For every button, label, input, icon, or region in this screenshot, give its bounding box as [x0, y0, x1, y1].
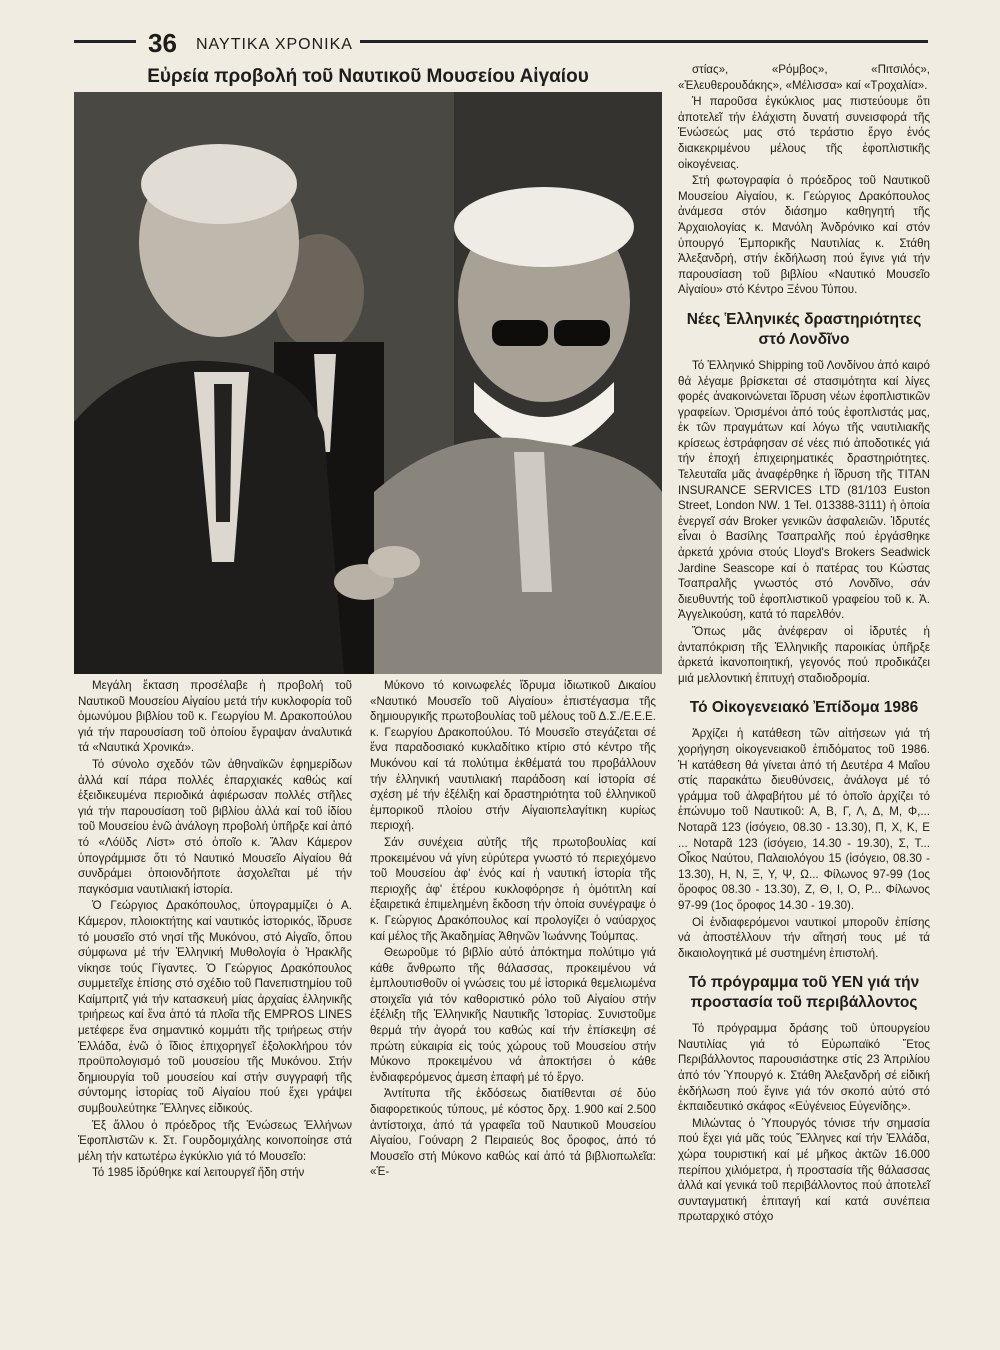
photo-caption: Στή φωτογραφία ὁ πρόεδρος τοῦ Ναυτικοῦ Μουσείου Αἰγαίου, κ. Γεώργιος Δρακόπουλος ἀνάμεσα στόν διάσημο καθηγητή τῆς Ἀρχαιολογίας κ. Μανόλη Ἀνδρόνικο καί στόν ὑπουργό Ἐμπορικῆς Ναυτιλίας κ. Στάθη Ἀλεξανδρή, στήν ἐκδήλωση πού ἔγινε γιά τήν παρουσίαση τοῦ βιβλίου «Ναυτικό Μουσεῖο Αἰγαίου» στό Κέντρο Ξένου Τύπου. — [678, 174, 930, 297]
magazine-title: ΝΑΥΤΙΚΑ ΧΡΟΝΙΚΑ — [196, 36, 353, 53]
paragraph: Τό σύνολο σχεδόν τῶν ἀθηναϊκῶν ἐφημερίδων ἀλλά καί πάρα πολλές ἐπαρχιακές καθώς καί ἐξειδικευμένα περιοδικά ἀφιέρωσαν πολλές στῆλες γιά τήν παρουσίαση τοῦ βιβλίου ἀλλά καί τοῦ ἰδίου τοῦ Μουσείου ἐνῶ ἀνάλογη προβολή ὑπῆρξε καί ἀπό τό «Λόϋδς Λίστ» στό ὁποῖο κ. Ἄλαν Κάμερον ὑπογράμμισε ὅτι τό Ναυτικό Μουσεῖο Αἰγαίου θά συνδράμει ὁποιονδήποτε ἀσχολεῖται μέ τήν παγκόσμια ναυτιλιακή ἱστορία. — [78, 757, 352, 896]
paragraph: Ὅπως μᾶς ἀνέφεραν οἱ ἱδρυτές ἡ ἀνταπόκριση τῆς Ἑλληνικῆς παροικίας ὑπῆρξε ἀρκετά ἱκανοποιητική, γεγονός πού προδικάζει μιά μελλοντική ἐπιτυχή σταδιοδρομία. — [678, 625, 930, 685]
paragraph: Ἀρχίζει ἡ κατάθεση τῶν αἰτήσεων γιά τή χορήγηση οἰκογενειακοῦ ἐπιδόματος τοῦ 1986. Ἡ κατάθεση θά γίνεται ἀπό τή Δευτέρα 4 Μαΐου στίς παρακάτω διευθύνσεις, ἀνάλογα μέ τό γράμμα τοῦ ἀλφαβήτου μέ τό ὁποῖο ἀρχίζει τό ἐπώνυμο τοῦ Ναυτικοῦ: Α, Β, Γ, Λ, Δ, Μ, Φ,... Νοταρᾶ 123 (ἰσόγειο, 08.30 - 13.30), Π, Χ, Κ, Ε ... Νοταρᾶ 123 (ἰσόγειο, 14.30 - 19.30), Σ, Τ... Οἶκος Ναύτου, Παλαιολόγου 15 (ἰσόγειο, 08.30 - 13.30), Η, Ν, Ξ, Υ, Ψ, Ω... Φίλωνος 97-99 (1ος ὄροφος 08.30 - 13.30), Ζ, Θ, Ι, Ο, Ρ... Φίλωνος 97-99 (1ος ὄροφος 14.30 - 19.30). — [678, 727, 930, 912]
paragraph: Ἀντίτυπα τῆς ἐκδόσεως διατίθενται σέ δύο διαφορετικούς τύπους, μέ κόστος δρχ. 1.900 καί 2.500 ἀντίστοιχα, ἀπό τά γραφεῖα τοῦ Ναυτικοῦ Μουσείου Αἰγαίου, Γούναρη 2 Πειραιεύς 8ος ὄροφος, ἀπό τό Μουσεῖο στή Μύκονο καθώς καί ἀπό τά βιβλιοπωλεῖα: «Ἑ- — [370, 1087, 656, 1179]
paragraph: Οἱ ἐνδιαφερόμενοι ναυτικοί μποροῦν ἐπίσης νά ἀποστέλλουν τήν αἴτησή τους μέ τά δικαιολογητικά μέ συστημένη ἐπιστολή. — [678, 915, 930, 960]
paragraph: στίας», «Ρόμβος», «Πιτσιλός», «Ἐλευθερουδάκης», «Μέλισσα» καί «Τροχαλία». — [678, 63, 930, 92]
paragraph: Μεγάλη ἔκταση προσέλαβε ἡ προβολή τοῦ Ναυτικοῦ Μουσείου Αἰγαίου μετά τήν κυκλοφορία τοῦ ὁμωνύμου βιβλίου τοῦ κ. Γεωργίου Μ. Δρακοπούλου γιά τήν παρουσίαση τοῦ ὁποίου ἔγραψαν ἀναλυτικά τά «Ναυτικά Χρονικά». — [78, 679, 352, 755]
paragraph: Μιλώντας ὁ Ὑπουργός τόνισε τήν σημασία πού ἔχει γιά μᾶς τούς Ἕλληνες καί τήν Ἑλλάδα, χώρα τουριστική καί μέ μῆκος ἀκτῶν 16.000 περίπου χιλιόμετρα, ἡ προστασία τῆς θάλασσας ἀλλά καί γενικά τοῦ περιβάλλοντος πού ἀποτελεῖ συνταγματική ἐπιταγή καί κατά συνέπεια πρωταρχικό στόχο — [678, 1116, 930, 1224]
photo-two-men-conversing — [74, 92, 662, 674]
page-number: 36 — [148, 28, 177, 58]
paragraph: Θεωροῦμε τό βιβλίο αὐτό ἀπόκτημα πολύτιμο γιά κάθε ἄνθρωπο τῆς θάλασσας, προκειμένου νά ἐμπλουτισθοῦν οἱ γνώσεις του μέ ἱστορικά θεμελιωμένα στοιχεῖα γιά τόν καθοριστικό ρόλο τοῦ Αἰγαίου στήν ἐξέλιξη τῆς Ἑλληνικῆς Ναυτικῆς Ἱστορίας. Συνιστοῦμε θερμά τήν ἀγορά του καθώς καί τήν ἐπίσκεψη σέ πρώτη εὐκαιρία εἰς τούς χώρους τοῦ Μουσείου στήν Μύκονο προκειμένου νά ἀποκτήσει ὁ κάθε ἐνδιαφερόμενος ἀμεση ἐπαφή μέ τό ἔργο. — [370, 946, 656, 1084]
section-heading-allowance: Τό Οἰκογενειακό Ἐπίδομα 1986 — [689, 699, 919, 717]
article-headline: Εὐρεία προβολή τοῦ Ναυτικοῦ Μουσείου Αἰγαίου — [147, 66, 589, 87]
paragraph: Ὁ Γεώργιος Δρακόπουλος, ὑπογραμμίζει ὁ Α. Κάμερον, πλοιοκτήτης καί ναυτικός ἱστορικός, ἵδρυσε τό μουσεῖο στό νησί τῆς Μυκόνου, στό Αἰγαῖο, ὅπου σύμφωνα μέ τήν Ἑλληνική Μυθολογία ὁ Ἡρακλῆς νίκησε τούς Γίγαντες. Ὁ Γεώργιος Δρακόπουλος συμμετεῖχε ἐπίσης στό σχέδιο τοῦ Πανεπιστημίου τοῦ Καίμπριτζ γιά τήν κατασκευή μίας ἀρχαίας ἑλληνικῆς τριήρεως καί ἕνα ἀπό τά πλοῖα τῆς EMPROS LINES μετέφερε ἕνα σημαντικό κομμάτι τῆς τριήρεως στήν Ἑλλάδα, ἐνῶ ὁ ἴδιος ἐπιχορηγεῖ ἐξολοκλήρου τόν προϋπολογισμό τοῦ μουσείου τῆς Μυκόνου. Στήν δημιουργία τοῦ μουσείου καί στήν συγγραφή τῆς σύντομης ἱστορίας τοῦ Αἰγαίου πού ἔχει γράψει συμβουλεύτηκε Ἕλληνες εἰδικούς. — [78, 899, 352, 1116]
article-column-1 — [78, 678, 352, 1182]
paragraph: Μύκονο τό κοινωφελές ἵδρυμα ἰδιωτικοῦ Δικαίου «Ναυτικό Μουσεῖο τοῦ Αἰγαίου» ἐπιστέγασμα τῆς δημιουργικῆς πρωτοβουλίας τοῦ μέλους τοῦ Δ.Σ./Ε.Ε.Ε. κ. Γεωργίου Δρακοπούλου. Τό Μουσεῖο στεγάζεται σέ ἕνα παραδοσιακό κυκλαδίτικο κτίριο στό κέντρο τῆς Μυκόνου καί τά πολύτιμα ἐκθέματά του προβάλλουν τήν ἑλληνική ναυτιλιακή παράδοση καί ἱστορία σέ σχέση μέ τήν ἐξέλιξη καί δραστηριότητα τοῦ ἑλληνικοῦ ἐμπορικοῦ πλοίου στήν Αἰγαιοπελαγίτικη κυρίως περιοχή. — [370, 679, 656, 833]
header-rule-right — [360, 40, 928, 43]
article-column-3 — [678, 62, 930, 1226]
paragraph: Ἐξ ἄλλου ὁ πρόεδρος τῆς Ἑνώσεως Ἑλλήνων Ἐφοπλιστῶν κ. Στ. Γουρδομιχάλης κοινοποίησε στά μέλη τήν κατωτέρω ἐγκύκλιο γιά τό Μουσεῖο: — [78, 1118, 352, 1163]
header-rule-left — [74, 40, 136, 43]
section-heading-yen: Τό πρόγραμμα τοῦ ΥΕΝ γιά τήν προστασία τοῦ περιβάλλοντος — [688, 974, 920, 1012]
photo-illustration — [74, 92, 662, 674]
article-column-2 — [370, 678, 656, 1181]
paragraph: Σάν συνέχεια αὐτῆς τῆς πρωτοβουλίας καί προκειμένου νά γίνη εὐρύτερα γνωστό τό περιεχόμενο τοῦ Μουσείου ἀφ' ἑνός καί ἡ ναυτική ἱστορία τῆς περιοχῆς ἀφ' ἑτέρου κυκλοφόρησε ἡ ὁμότιτλη καί ἐξαιρετικά ἐπιμελημένη ἔκδοση τήν ὁποία συνέγραψε ὁ κ. Γεώργιος Δρακόπουλος καί προλογίζει ὁ ναύαρχος καί μέλος τῆς Ἀκαδημίας Ἀθηνῶν Ἰωάννης Τούμπας. — [370, 835, 656, 943]
section-heading-london: Νέες Ἑλληνικές δραστηριότητες στό Λονδῖνο — [686, 310, 922, 348]
paragraph: Τό πρόγραμμα δράσης τοῦ ὑπουργείου Ναυτιλίας γιά τό Εὐρωπαϊκό Ἔτος Περιβάλλοντος παρουσιάστηκε στίς 23 Ἀπριλίου ἀπό τόν Ὑπουργό κ. Στάθη Ἀλεξανδρή σέ εἰδική ἐκδήλωση πού ἔγινε γιά τόν σκοπό αὐτό στό ἐκπαιδευτικό σκάφος «Εὐγένειος Εὐγενίδης». — [678, 1022, 930, 1114]
paragraph: Ἡ παροῦσα ἐγκύκλιος μας πιστεύουμε ὅτι ἀποτελεῖ τήν ἐλάχιστη δυνατή συνεισφορά τῆς Ἑνώσεώς μας στό τεράστιο ἔργο ἑνός διακεκριμένου μέλους τῆς ἐφοπλιστικῆς οἰκογένειας. — [678, 95, 930, 171]
paragraph: Τό Ἑλληνικό Shipping τοῦ Λονδίνου ἀπό καιρό θά λέγαμε βρίσκεται σέ στασιμότητα καί λίγες φορές ἀνακοινώνεται ἵδρυση νέων ἐφοπλιστικῶν γραφείων. Ὁρισμένοι ἀπό τούς ἐφοπλιστάς μας, ἐκ τῶν πραγμάτων καί λόγω τῆς ναυτιλιακῆς κρίσεως ἐστράφησαν σέ νέες πιό ἀποδοτικές γιά τήν ἐποχή ἐπιχειρηματικές δραστηριότητες. Τελευταῖα μᾶς ἀναφέρθηκε ἡ ἵδρυση τῆς TITAN INSURANCE SERVICES LTD (81/103 Euston Street, London NW. 1 Tel. 013388-3111) ἡ ὁποία ἐνεργεῖ σάν Broker γενικῶν ἀσφαλειῶν. Ἱδρυτές εἶναι ὁ Βασίλης Τσαπραλῆς πού ἐργάσθηκε ἀρκετά χρόνια στούς Lloyd's Brokers Seadwick Jardine Seascope καί ὁ πατέρας του Κώστας Τσαπραλῆς γνωστός στό Λονδῖνο, σάν διευθυντής τοῦ ἐφοπλιστικοῦ γραφείου τοῦ κ. Ἀ. Ἀγγελικούση, κατά τό παρελθόν. — [678, 358, 930, 622]
paragraph: Τό 1985 ἱδρύθηκε καί λειτουργεῖ ἤδη στήν — [92, 1166, 305, 1180]
